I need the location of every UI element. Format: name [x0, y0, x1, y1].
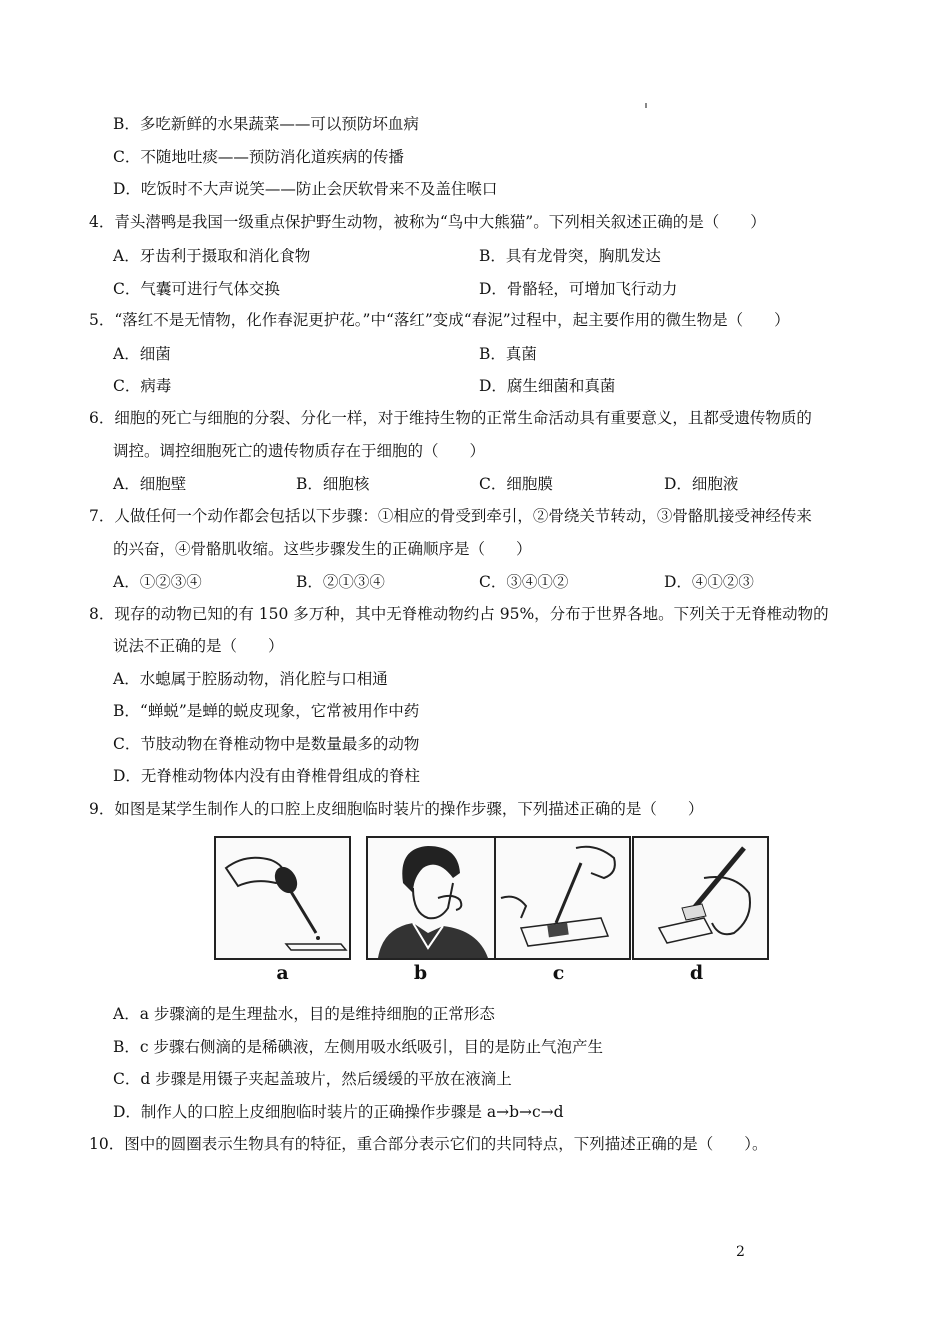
q9-option-a: A．a 步骤滴的是生理盐水，目的是维持细胞的正常形态: [113, 1005, 495, 1023]
q5-option-a: A．细菌: [113, 345, 171, 363]
figure-panel-b: [366, 836, 503, 960]
q7-option-a: A．①②③④: [113, 573, 202, 591]
q7-option-c: C．③④①②: [479, 573, 569, 591]
q9-option-d: D．制作人的口腔上皮细胞临时装片的正确操作步骤是 a→b→c→d: [113, 1103, 564, 1121]
figure-label-c: c: [552, 962, 565, 984]
dropper-illustration: [216, 838, 349, 958]
q7-option-d: D．④①②③: [664, 573, 754, 591]
q8-option-b: B．“蝉蜕”是蝉的蜕皮现象，它常被用作中药: [113, 702, 420, 720]
person-illustration: [368, 838, 501, 958]
q8-option-a: A．水螅属于腔肠动物，消化腔与口相通: [113, 670, 388, 688]
q8-stem-line2: 说法不正确的是（ ）: [113, 637, 284, 655]
q9-stem: 9．如图是某学生制作人的口腔上皮细胞临时装片的操作步骤，下列描述正确的是（ ）: [89, 800, 704, 818]
q6-stem-line2: 调控。调控细胞死亡的遗传物质存在于细胞的（ ）: [113, 442, 486, 460]
q10-stem: 10．图中的圆圈表示生物具有的特征，重合部分表示它们的共同特点，下列描述正确的是（ ）。: [89, 1135, 768, 1153]
q6-stem-line1: 6．细胞的死亡与细胞的分裂、分化一样，对于维持生物的正常生命活动具有重要意义，且都受遗传物质的: [89, 409, 812, 427]
q8-option-d: D．无脊椎动物体内没有由脊椎骨组成的脊柱: [113, 767, 420, 785]
q4-stem: 4．青头潜鸭是我国一级重点保护野生动物，被称为“鸟中大熊猫”。下列相关叙述正确的是（ ）: [89, 213, 766, 231]
scan-mark: [645, 103, 647, 108]
q4-option-d: D．骨骼轻，可增加飞行动力: [479, 280, 678, 298]
q7-option-b: B．②①③④: [296, 573, 385, 591]
page-number: 2: [736, 1244, 745, 1260]
q3-option-c: C．不随地吐痰——预防消化道疾病的传播: [113, 148, 404, 166]
q9-option-b: B．c 步骤右侧滴的是稀碘液，左侧用吸水纸吸引，目的是防止气泡产生: [113, 1038, 604, 1056]
figure-panel-c: [494, 836, 631, 960]
q6-option-d: D．细胞液: [664, 475, 739, 493]
figure-label-d: d: [689, 962, 704, 984]
figure-panel-a: [214, 836, 351, 960]
q3-option-b: B．多吃新鲜的水果蔬菜——可以预防坏血病: [113, 115, 419, 133]
q4-option-b: B．具有龙骨突，胸肌发达: [479, 247, 661, 265]
q8-stem-line1: 8．现存的动物已知的有 150 多万种，其中无脊椎动物约占 95%，分布于世界各地。下列关于无脊椎动物的: [89, 605, 829, 623]
q7-stem-line1: 7．人做任何一个动作都会包括以下步骤：①相应的骨受到牵引，②骨绕关节转动，③骨骼肌接受神经传来: [89, 507, 812, 525]
q5-option-d: D．腐生细菌和真菌: [479, 377, 616, 395]
q3-option-d: D．吃饭时不大声说笑——防止会厌软骨来不及盖住喉口: [113, 180, 498, 198]
q4-option-c: C．气囊可进行气体交换: [113, 280, 280, 298]
q9-option-c: C．d 步骤是用镊子夹起盖玻片，然后缓缓的平放在液滴上: [113, 1070, 512, 1088]
q8-option-c: C．节肢动物在脊椎动物中是数量最多的动物: [113, 735, 420, 753]
q6-option-a: A．细胞壁: [113, 475, 187, 493]
slide-preparation-figure: [214, 836, 764, 986]
q5-stem: 5．“落红不是无情物，化作春泥更护花。”中“落红”变成“春泥”过程中，起主要作用的微生物是（ ）: [89, 311, 790, 329]
q6-option-c: C．细胞膜: [479, 475, 553, 493]
q5-option-c: C．病毒: [113, 377, 172, 395]
q6-option-b: B．细胞核: [296, 475, 370, 493]
q5-option-b: B．真菌: [479, 345, 537, 363]
figure-label-b: b: [413, 962, 428, 984]
q7-stem-line2: 的兴奋，④骨骼肌收缩。这些步骤发生的正确顺序是（ ）: [113, 540, 532, 558]
q4-option-a: A．牙齿利于摄取和消化食物: [113, 247, 311, 265]
stain-illustration: [496, 838, 629, 958]
figure-label-a: a: [276, 962, 289, 984]
coverslip-illustration: [634, 838, 767, 958]
figure-panel-d: [632, 836, 769, 960]
